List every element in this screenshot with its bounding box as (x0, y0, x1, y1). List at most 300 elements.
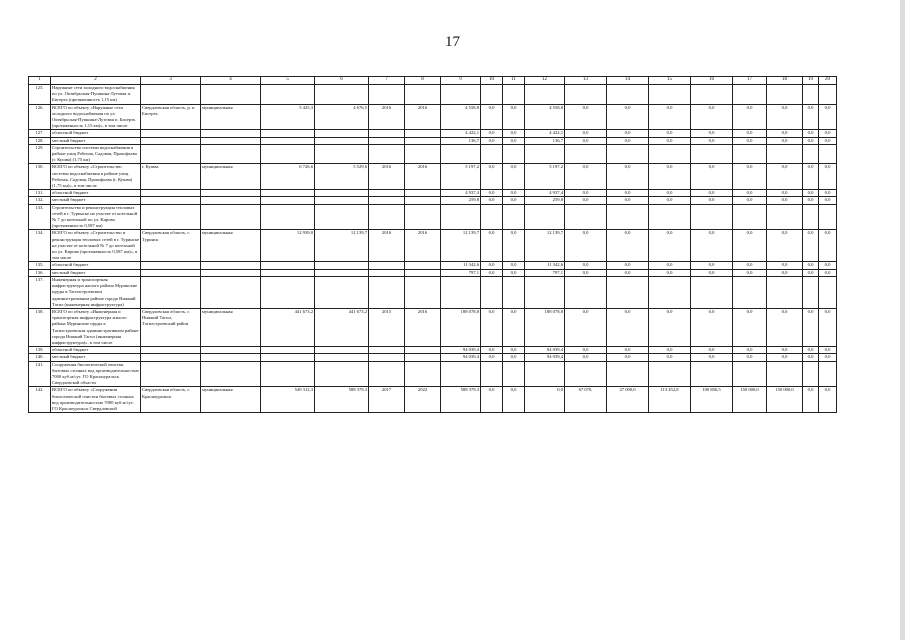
row-number: 131. (29, 190, 51, 197)
table-row (29, 347, 837, 354)
funding-col-20: 0,0 (819, 137, 837, 144)
funding-col-19: 0,0 (803, 130, 819, 137)
funding-col-10: 0,0 (481, 190, 503, 197)
funding-col-14 (607, 204, 649, 230)
funding-col-11: 0,0 (503, 230, 525, 262)
funding-col-19 (803, 85, 819, 105)
funding-col-18: 0,0 (767, 130, 803, 137)
ownership (201, 144, 261, 164)
remaining-cost (315, 361, 369, 387)
location: Свердловская область, г. Туринск (141, 230, 201, 262)
location (141, 190, 201, 197)
funding-col-12: 136,7 (525, 137, 565, 144)
funding-col-16 (691, 85, 733, 105)
funding-col-17: 0,0 (733, 269, 767, 276)
funding-col-10: 0,0 (481, 387, 503, 413)
col-header: 13 (565, 77, 607, 85)
table-row (29, 387, 837, 413)
funding-col-20 (819, 361, 837, 387)
funding-col-13: 0,0 (565, 104, 607, 130)
col-header: 11 (503, 77, 525, 85)
total-funding: 588 379,3 (441, 387, 481, 413)
location (141, 204, 201, 230)
col-header: 6 (315, 77, 369, 85)
funding-col-13 (565, 85, 607, 105)
funding-col-12: 11 342,6 (525, 262, 565, 269)
end-year (405, 144, 441, 164)
funding-col-18: 0,0 (767, 164, 803, 190)
funding-col-14: 0,0 (607, 104, 649, 130)
funding-col-10 (481, 85, 503, 105)
remaining-cost (315, 269, 369, 276)
row-number: 135. (29, 262, 51, 269)
funding-col-10: 0,0 (481, 354, 503, 361)
object-name: Строительство и реконструкция тепловых сетей в г. Туринске на участке от котельной № 7 до котельной по ул. Кирова (протяженность 0,587 км) (51, 204, 141, 230)
funding-col-15: 0,0 (649, 269, 691, 276)
funding-col-16: 0,0 (691, 347, 733, 354)
estimated-cost (261, 190, 315, 197)
funding-col-18: 0,0 (767, 190, 803, 197)
location (141, 130, 201, 137)
object-name: ВСЕГО по объекту «Инженерная и транспортная инфраструктура жилого района Муринские пруды в Тагилстроевском административном районе города Нижний Тагил (инженерная инфраструктура)», в том числе (52, 308, 139, 345)
table-row (29, 354, 837, 361)
funding-col-18 (767, 204, 803, 230)
funding-col-13: 0,0 (565, 269, 607, 276)
col-header: 8 (405, 77, 441, 85)
total-funding: 11 342,6 (441, 262, 481, 269)
start-year (369, 197, 405, 204)
funding-col-11: 0,0 (503, 137, 525, 144)
funding-col-16: 0,0 (691, 137, 733, 144)
funding-col-14: 0,0 (607, 308, 649, 346)
col-header: 12 (525, 77, 565, 85)
ownership (201, 276, 261, 308)
funding-col-19: 0,0 (803, 269, 819, 276)
estimated-cost (261, 85, 315, 105)
start-year (369, 204, 405, 230)
table-row (29, 204, 837, 230)
funding-col-16 (691, 361, 733, 387)
funding-col-18: 0,0 (767, 230, 803, 262)
object-name: Наружные сети холодного водоснабжения по ул. Октябрьская-Пушкина-Лутовая п. Бисерть (протяженность 1,15 км) (51, 85, 141, 105)
start-year (369, 190, 405, 197)
funding-col-11: 0,0 (503, 308, 525, 346)
end-year (405, 262, 441, 269)
funding-col-16: 0,0 (691, 197, 733, 204)
funding-col-10: 0,0 (481, 269, 503, 276)
remaining-cost: 441 673,2 (315, 308, 369, 346)
funding-col-11: 0,0 (503, 197, 525, 204)
funding-col-17 (733, 361, 767, 387)
start-year (369, 137, 405, 144)
total-funding: 797,1 (441, 269, 481, 276)
location (141, 144, 201, 164)
funding-col-11: 0,0 (503, 262, 525, 269)
funding-col-18 (767, 144, 803, 164)
funding-col-19 (803, 144, 819, 164)
funding-col-19: 0,0 (803, 387, 819, 413)
funding-col-16 (691, 204, 733, 230)
total-funding (441, 204, 481, 230)
funding-col-20: 0,0 (819, 197, 837, 204)
table-row (29, 262, 837, 269)
funding-col-19 (803, 204, 819, 230)
funding-col-18: 0,0 (767, 308, 803, 346)
funding-col-10: 0,0 (481, 308, 503, 346)
estimated-cost (261, 276, 315, 308)
funding-col-12: 4 937,4 (525, 190, 565, 197)
funding-col-17: 0,0 (733, 104, 767, 130)
funding-col-20: 0,0 (819, 269, 837, 276)
funding-col-12 (525, 85, 565, 105)
funding-col-14: 0,0 (607, 130, 649, 137)
table-row (29, 361, 837, 387)
funding-col-13: 0,0 (565, 262, 607, 269)
location: Свердловская область, г. Нижний Тагил, Тагилстроевский район (141, 308, 201, 346)
row-number: 129. (29, 144, 51, 164)
funding-col-14 (607, 361, 649, 387)
row-number: 126. (29, 104, 51, 130)
funding-col-18: 150 000,0 (767, 387, 803, 413)
funding-col-16: 0,0 (691, 164, 733, 190)
table-row (29, 190, 837, 197)
end-year: 2016 (405, 104, 441, 130)
funding-col-15: 0,0 (649, 190, 691, 197)
funding-col-18: 0,0 (767, 347, 803, 354)
funding-col-16: 0,0 (691, 190, 733, 197)
funding-col-12 (525, 276, 565, 308)
funding-col-15: 0,0 (649, 164, 691, 190)
funding-col-15: 0,0 (649, 347, 691, 354)
funding-col-14 (607, 144, 649, 164)
funding-col-15: 0,0 (649, 308, 691, 346)
total-funding (441, 276, 481, 308)
total-funding (441, 144, 481, 164)
funding-col-17 (733, 144, 767, 164)
location (141, 347, 201, 354)
funding-col-12: 0,0 (525, 387, 565, 413)
total-funding: 188 078,8 (441, 308, 481, 346)
location: Свердловская область, р. п. Бисерть (141, 104, 201, 130)
remaining-cost: 588 379,3 (315, 387, 369, 413)
row-number: 136. (29, 269, 51, 276)
total-funding (441, 85, 481, 105)
start-year (369, 276, 405, 308)
ownership (201, 269, 261, 276)
funding-col-19: 0,0 (803, 197, 819, 204)
end-year (405, 361, 441, 387)
funding-col-14: 0,0 (607, 262, 649, 269)
location (141, 269, 201, 276)
total-funding: 4 937,4 (441, 190, 481, 197)
ownership (201, 347, 261, 354)
col-header: 16 (691, 77, 733, 85)
estimated-cost (261, 269, 315, 276)
remaining-cost (315, 190, 369, 197)
total-funding: 4 422,1 (441, 130, 481, 137)
funding-col-15: 0,0 (649, 262, 691, 269)
remaining-cost (315, 276, 369, 308)
table-row (29, 269, 837, 276)
estimated-cost (261, 347, 315, 354)
funding-col-14: 0,0 (607, 137, 649, 144)
funding-col-14: 0,0 (607, 197, 649, 204)
col-header: 19 (803, 77, 819, 85)
object-name: областной бюджет (51, 190, 141, 197)
remaining-cost: 4 676,5 (315, 104, 369, 130)
funding-col-13: 0,0 (565, 197, 607, 204)
funding-col-16: 0,0 (691, 230, 733, 262)
funding-col-12: 797,1 (525, 269, 565, 276)
funding-col-14: 0,0 (607, 354, 649, 361)
funding-col-12: 259,8 (525, 197, 565, 204)
funding-col-14 (607, 276, 649, 308)
total-funding: 94 039,4 (441, 354, 481, 361)
funding-col-20: 0,0 (819, 308, 837, 346)
table-row (29, 137, 837, 144)
end-year (405, 130, 441, 137)
funding-col-11: 0,0 (503, 190, 525, 197)
start-year: 2016 (369, 104, 405, 130)
funding-col-17: 150 000,0 (733, 387, 767, 413)
estimated-cost: 6 726,6 (261, 164, 315, 190)
funding-col-10: 0,0 (481, 262, 503, 269)
funding-col-16: 0,0 (691, 354, 733, 361)
col-header: 7 (369, 77, 405, 85)
end-year (405, 190, 441, 197)
page-number: 17 (445, 34, 460, 50)
col-header: 14 (607, 77, 649, 85)
object-name: Сооружения биологической очистки бытовых сточных вод производительностью 7000 куб.м/сут. ГО Красноуральск Свердловской области (52, 361, 139, 386)
funding-col-14 (607, 85, 649, 105)
funding-col-14: 27 000,0 (607, 387, 649, 413)
start-year (369, 347, 405, 354)
ownership: муниципальная (201, 230, 261, 262)
funding-col-15 (649, 361, 691, 387)
row-number: 134. (29, 230, 51, 262)
funding-col-20 (819, 204, 837, 230)
end-year (405, 276, 441, 308)
row-number: 133. (29, 204, 51, 230)
remaining-cost: 12 139,7 (315, 230, 369, 262)
funding-col-13 (565, 204, 607, 230)
funding-col-11: 0,0 (503, 347, 525, 354)
ownership (201, 137, 261, 144)
funding-col-10 (481, 204, 503, 230)
funding-col-10: 0,0 (481, 137, 503, 144)
end-year: 2022 (405, 387, 441, 413)
funding-col-13: 0,0 (565, 354, 607, 361)
funding-col-20: 0,0 (819, 104, 837, 130)
row-number: 132. (29, 197, 51, 204)
row-number: 140. (29, 354, 51, 361)
estimated-cost: 12 939,0 (261, 230, 315, 262)
funding-col-12: 4 422,1 (525, 130, 565, 137)
start-year: 2016 (369, 230, 405, 262)
ownership (201, 197, 261, 204)
estimated-cost (261, 262, 315, 269)
ownership: муниципальная (201, 387, 261, 413)
row-number: 141. (29, 361, 51, 387)
location (141, 361, 201, 387)
funding-col-18: 0,0 (767, 197, 803, 204)
start-year (369, 130, 405, 137)
funding-col-20: 0,0 (819, 387, 837, 413)
funding-col-15 (649, 85, 691, 105)
table-row (29, 276, 837, 308)
funding-col-18: 0,0 (767, 269, 803, 276)
col-header: 10 (481, 77, 503, 85)
funding-col-15 (649, 276, 691, 308)
row-number: 142. (29, 387, 51, 413)
funding-col-17: 0,0 (733, 190, 767, 197)
object-name: Строительство системы водоснабжения в районе улиц Рабочая, Садовая, Прокофьева (г. Кушва) (1,75 км) (51, 144, 141, 164)
start-year (369, 354, 405, 361)
col-header: 4 (201, 77, 261, 85)
ownership: муниципальная (201, 104, 261, 130)
estimated-cost: 549 312,3 (261, 387, 315, 413)
funding-col-13: 0,0 (565, 137, 607, 144)
end-year (405, 85, 441, 105)
remaining-cost (315, 144, 369, 164)
ownership (201, 354, 261, 361)
funding-col-10 (481, 361, 503, 387)
estimated-cost (261, 204, 315, 230)
estimated-cost (261, 144, 315, 164)
funding-col-15: 0,0 (649, 130, 691, 137)
funding-col-11 (503, 204, 525, 230)
funding-col-10 (481, 144, 503, 164)
ownership (201, 262, 261, 269)
funding-col-17 (733, 85, 767, 105)
funding-col-17: 0,0 (733, 308, 767, 346)
end-year (405, 137, 441, 144)
end-year (405, 197, 441, 204)
end-year: 2016 (405, 230, 441, 262)
start-year (369, 361, 405, 387)
object-name: местный бюджет (51, 197, 141, 204)
funding-col-17 (733, 204, 767, 230)
location (141, 276, 201, 308)
table-row (29, 230, 837, 262)
total-funding: 12 139,7 (441, 230, 481, 262)
funding-col-11: 0,0 (503, 130, 525, 137)
remaining-cost (315, 85, 369, 105)
row-number: 138. (29, 308, 51, 346)
funding-col-11: 0,0 (503, 387, 525, 413)
col-header: 1 (29, 77, 51, 85)
remaining-cost (315, 347, 369, 354)
object-name: местный бюджет (51, 354, 141, 361)
total-funding: 5 197,2 (441, 164, 481, 190)
object-name: местный бюджет (51, 269, 141, 276)
estimated-cost (261, 361, 315, 387)
estimated-cost (261, 197, 315, 204)
table-header-row (29, 77, 837, 85)
ownership: муниципальная (201, 308, 261, 346)
funding-col-10 (481, 276, 503, 308)
scan-edge-right (900, 0, 905, 640)
object-name: областной бюджет (51, 347, 141, 354)
funding-col-14: 0,0 (607, 190, 649, 197)
funding-col-11: 0,0 (503, 269, 525, 276)
start-year (369, 269, 405, 276)
funding-col-15 (649, 204, 691, 230)
location (141, 262, 201, 269)
funding-col-14: 0,0 (607, 269, 649, 276)
total-funding: 259,8 (441, 197, 481, 204)
ownership (201, 204, 261, 230)
row-number: 130. (29, 164, 51, 190)
funding-col-11 (503, 85, 525, 105)
funding-col-13: 0,0 (565, 190, 607, 197)
ownership (201, 361, 261, 387)
funding-col-17: 0,0 (733, 137, 767, 144)
funding-col-13: 0,0 (565, 130, 607, 137)
funding-col-10: 0,0 (481, 347, 503, 354)
funding-col-12 (525, 144, 565, 164)
ownership: муниципальная (201, 164, 261, 190)
funding-col-15: 113 452,8 (649, 387, 691, 413)
row-number: 137. (29, 276, 51, 308)
funding-col-15: 0,0 (649, 354, 691, 361)
row-number: 139. (29, 347, 51, 354)
funding-col-18: 0,0 (767, 354, 803, 361)
estimated-cost (261, 354, 315, 361)
funding-col-11: 0,0 (503, 164, 525, 190)
funding-col-20: 0,0 (819, 164, 837, 190)
funding-col-19: 0,0 (803, 230, 819, 262)
funding-col-15: 0,0 (649, 137, 691, 144)
funding-col-16: 0,0 (691, 269, 733, 276)
funding-col-13: 67 070, (565, 387, 607, 413)
funding-col-12 (525, 204, 565, 230)
object-name: ВСЕГО по объекту «Наружные сети холодного водоснабжения по ул. Октябрьская-Пушкина-Лутовая п. Бисерть (протяженность 1,15 км)», в том числе (51, 104, 141, 130)
location (141, 197, 201, 204)
funding-col-17 (733, 276, 767, 308)
funding-col-15: 0,0 (649, 197, 691, 204)
end-year (405, 347, 441, 354)
funding-col-19: 0,0 (803, 137, 819, 144)
ownership (201, 130, 261, 137)
object-name: ВСЕГО по объекту «Сооружения биологической очистки бытовых сточных вод производительностью 7000 куб.м/сут. ГО Красноуральск Свердловской (51, 387, 141, 413)
col-header: 15 (649, 77, 691, 85)
start-year: 2015 (369, 308, 405, 346)
object-name: местный бюджет (51, 137, 141, 144)
start-year (369, 144, 405, 164)
start-year (369, 85, 405, 105)
investment-table (28, 76, 837, 413)
table-row (29, 197, 837, 204)
funding-col-11: 0,0 (503, 104, 525, 130)
funding-col-14: 0,0 (607, 230, 649, 262)
col-header: 17 (733, 77, 767, 85)
end-year (405, 204, 441, 230)
funding-col-18: 0,0 (767, 137, 803, 144)
table-row (29, 164, 837, 190)
start-year: 2016 (369, 164, 405, 190)
funding-col-13: 0,0 (565, 164, 607, 190)
object-name: ВСЕГО по объекту «Строительство системы водоснабжения в районе улиц Рабочая, Садовая, Прокофьева (г. Кушва) (1,75 км)», в том числе (51, 164, 141, 190)
table-row (29, 144, 837, 164)
col-header: 3 (141, 77, 201, 85)
remaining-cost (315, 262, 369, 269)
funding-col-15 (649, 144, 691, 164)
funding-col-18: 0,0 (767, 262, 803, 269)
end-year: 2016 (405, 164, 441, 190)
start-year (369, 262, 405, 269)
funding-col-16: 0,0 (691, 262, 733, 269)
